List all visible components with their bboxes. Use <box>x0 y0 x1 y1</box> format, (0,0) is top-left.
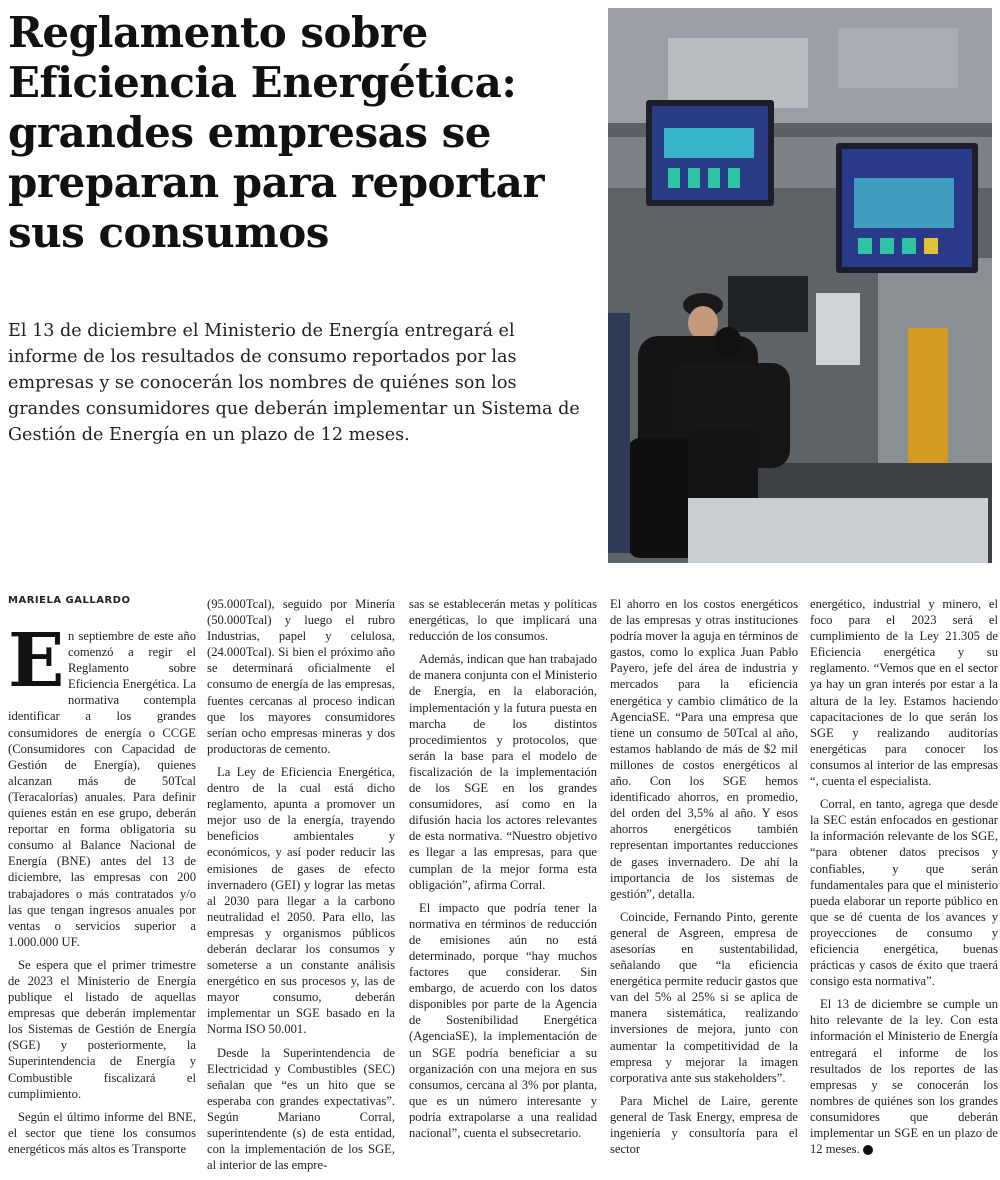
paragraph: Desde la Superintendencia de Electricidad y Combustibles (SEC) señalan que “es un hito que se esperaba con grandes expectativas”. Según Mariano Corral, superintendente (s) de esta entidad, con la implementación de los SGE, al interior de las empre- <box>207 1045 395 1173</box>
byline: MARIELA GALLARDO <box>8 595 131 606</box>
paragraph: Según el último informe del BNE, el sector que tiene los consumos energéticos más altos es Transporte <box>8 1109 196 1156</box>
paragraph <box>810 996 998 1157</box>
paragraph: (95.000Tcal), seguido por Minería (50.000Tcal) y luego el rubro Industrias, papel y celulosa, (24.000Tcal). Si bien el próximo año se determinará oficialmente el consumo de energía de las empresas, fuentes cercanas al proceso indican que los mayores consumidores serían ocho empresas mineras y dos productoras de cemento. <box>207 597 395 756</box>
paragraph-text: El 13 de diciembre se cumple un hito relevante de la ley. Con esta información el Ministerio de Energía entregará el informe de los resultados de los reportes de las empresas y se conocerán los nombres de quiénes son los grandes consumidores que deberán implementar un SGE en un plazo de 12 meses. <box>810 997 998 1157</box>
paragraph: Corral, en tanto, agrega que desde la SEC están enfocados en gestionar la información relevante de los SGE, “para obtener datos precisos y confiables, y que serán fundamentales para que el ministerio pueda elaborar un reporte público en que se dé cuenta de los avances y proyecciones de consumo y eficiencia energética, buenas prácticas y casos de éxito que traerá consigo esta normativa”. <box>810 797 998 989</box>
headline: Reglamento sobre Eficiencia Energética: grandes empresas se preparan para reportar sus consumos <box>8 8 544 257</box>
paragraph: El ahorro en los costos energéticos de las empresas y otras instituciones podría mover la aguja en términos de gastos, como lo explica Juan Pablo Payero, jefe del área de industria y mercados para la eficiencia energética y cambio climático de la AgenciaSE. “Para una empresa que tiene un consumo de 50Tcal al año, estamos hablando de más de $2 mil millones de costos energéticos al año. Con los SGE hemos identificado ahorros, en promedio, del orden del 3,5% al año. Y esos ahorros energéticos también representan importantes reducciones de gases invernadero. De ahí la importancia de los sistemas de gestión”, detalla. <box>610 597 798 901</box>
paragraph <box>8 618 196 950</box>
paragraph: Además, indican que han trabajado de manera conjunta con el Ministerio de Energía, en la elaboración, implementación y la futura puesta en marcha de los distintos procedimientos y protocolos, que serán la base para el modelo de fiscalización de la implementación de los SGE en los grandes consumidores, así como en la difusión hacia los actores relevantes de esta normativa. “Nuestro objetivo es llegar a las empresas, para que cumplan de la mejor forma esta obligación”, afirma Corral. <box>409 652 597 892</box>
article-column-3 <box>409 596 597 1148</box>
paragraph: Para Michel de Laire, gerente general de Task Energy, empresa de ingeniería y consultoría para el sector <box>610 1093 798 1157</box>
drop-cap: E <box>8 618 65 704</box>
article-column-2 <box>207 596 395 1180</box>
paragraph: Coincide, Fernando Pinto, gerente general de Asgreen, empresa de asesorías en sustentabilidad, señalando que “la eficiencia energética permite reducir gastos que van del 5% al 25% si se aplica de manera sistemática, realizando inversiones de mejora, junto con aumentar la competitividad de la empresa y mejorar la imagen corporativa ante sus stakeholders”. <box>610 909 798 1085</box>
article-photo <box>608 8 992 563</box>
article-column-5 <box>810 596 998 1164</box>
lead-paragraph: El 13 de diciembre el Ministerio de Energía entregará el informe de los resultados de consumo reportados por las empresas y se conocerán los nombres de quiénes son los grandes consumidores que deberán implementar un Sistema de Gestión de Energía en un plazo de 12 meses. <box>8 321 580 445</box>
paragraph-text: n septiembre de este año comenzó a regir el Reglamento sobre Eficiencia Energética. La normativa contempla identificar a los grandes consumidores de energía o CCGE (Consumidores con Capacidad de Gestión de Energía), quienes alcanzan más de 50Tcal (Teracalorías) anuales. Para definir quienes están en ese grupo, deberán reportar en forma obligatoria su consumo al Balance Nacional de Energía (BNE) antes del 13 de diciembre, las empresas con 200 trabajadores o más contratados y/o las que tengan ingresos anuales por ventas o servicios superior a 1.000.000 UF. <box>8 629 196 949</box>
paragraph: sas se establecerán metas y políticas energéticas, lo que implicará una reducción de los consumos. <box>409 597 597 644</box>
article-column-4 <box>610 596 798 1164</box>
paragraph: El impacto que podría tener la normativa en términos de reducción de emisiones aún no está determinado, porque “hay muchos factores que considerar. Sin embargo, de acuerdo con los datos disponibles por parte de la Agencia de Sostenibilidad Energética (AgenciaSE), la implementación de un SGE podría beneficiar a su organización con una mejora en sus consumos, cercana al 3% por planta, que es un número interesante y podría extrapolarse a una realidad nacional”, cuenta el subsecretario. <box>409 900 597 1140</box>
paragraph: La Ley de Eficiencia Energética, dentro de la cual está dicho reglamento, apunta a promover un mejor uso de la energía, trayendo beneficios ambientales y económicos, y así poder reducir las emisiones de gases de efecto invernadero (GEI) y lograr las metas al 2030 para llegar a la carbono neutralidad el 2050. Para ello, las empresas y organismos públicos deberán declarar los consumos y someterse a un constante análisis energético en sus procesos y, las de mayor consumo, deberán implementar un SGE basado en la Norma ISO 50.001. <box>207 764 395 1037</box>
factory-control-room-image <box>608 8 992 563</box>
paragraph: energético, industrial y minero, el foco para el 2023 será el cumplimiento de la Ley 21.305 de Eficiencia energética y su reglamento. “Vemos que en el sector ya hay un gran interés por estar a la altura de la ley. Estamos haciendo capacitaciones de lo que serán los SGE y realizando auditorías energéticas para conocer los consumos al interior de las empresas “, cuenta el especialista. <box>810 597 998 789</box>
end-of-article-icon: P <box>863 1145 873 1155</box>
article-column-1 <box>8 618 196 1164</box>
paragraph: Se espera que el primer trimestre de 2023 el Ministerio de Energía publique el listado de aquellas empresas que deberán implementar los Sistemas de Gestión de Energía (SGE) y posteriormente, la Superintendencia de Energía y Combustible fiscalizará el cumplimiento. <box>8 957 196 1101</box>
